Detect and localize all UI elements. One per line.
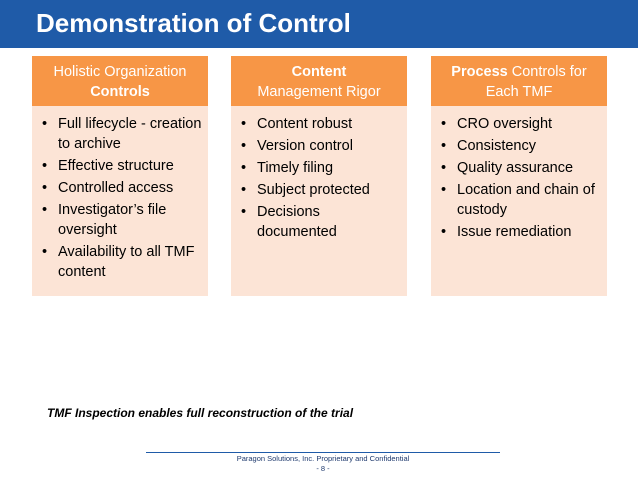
header-line1: Holistic Organization: [53, 64, 187, 80]
header-line1: Controls for: [507, 64, 587, 80]
list-item-text: Version control: [257, 138, 353, 154]
list-item: [441, 158, 601, 178]
bullet-icon: •: [241, 116, 247, 132]
column-header: [431, 56, 607, 106]
bullet-icon: •: [441, 224, 447, 240]
list-item: [241, 114, 401, 134]
list-item: [42, 114, 202, 154]
column-body: [431, 106, 607, 296]
bullet-list: [441, 114, 601, 242]
footer-confidentiality: Paragon Solutions, Inc. Proprietary and Confidential: [236, 454, 410, 463]
footer-divider: [146, 452, 500, 453]
column-process-controls: [431, 56, 607, 296]
list-item: [241, 158, 401, 178]
bullet-icon: •: [241, 160, 247, 176]
inspection-note: TMF Inspection enables full reconstruction of the trial: [47, 406, 354, 420]
bullet-list: [241, 114, 401, 242]
bullet-icon: •: [42, 116, 48, 132]
bullet-icon: •: [441, 116, 447, 132]
bullet-icon: •: [441, 182, 447, 198]
page-number: - 8 -: [316, 464, 330, 473]
list-item-text: Investigator’s file oversight: [58, 202, 167, 238]
list-item-text: Timely filing: [257, 160, 334, 176]
bullet-icon: •: [42, 158, 48, 174]
list-item-text: Quality assurance: [457, 160, 574, 176]
list-item: [42, 178, 202, 198]
list-item: [42, 200, 202, 240]
list-item-text: Full lifecycle - creation to archive: [58, 116, 202, 152]
list-item: [441, 222, 601, 242]
bullet-icon: •: [42, 180, 48, 196]
header-line1-bold: Content: [291, 64, 347, 80]
list-item: [42, 242, 202, 282]
bullet-icon: •: [241, 182, 247, 198]
column-holistic-organization: [32, 56, 208, 296]
list-item: [42, 156, 202, 176]
bullet-icon: •: [42, 244, 48, 260]
list-item: [441, 114, 601, 134]
list-item-text: Consistency: [457, 138, 536, 154]
list-item-text: CRO oversight: [457, 116, 553, 132]
slide-title: Demonstration of Control: [36, 8, 351, 38]
list-item-text: Content robust: [257, 116, 353, 132]
bullet-icon: •: [241, 138, 247, 154]
list-item: [441, 180, 601, 220]
header-line2: Management Rigor: [257, 84, 381, 100]
list-item: [241, 202, 401, 242]
title-bar: [0, 0, 638, 48]
list-item-text: Issue remediation: [457, 224, 572, 240]
list-item-text: Location and chain of custody: [457, 182, 595, 218]
bullet-list: [42, 114, 202, 282]
column-body: [32, 106, 208, 296]
list-item-text: Subject protected: [257, 182, 370, 198]
list-item: [241, 136, 401, 156]
bullet-icon: •: [241, 204, 247, 220]
list-item-text: Effective structure: [58, 158, 174, 174]
bullet-icon: •: [42, 202, 48, 218]
list-item-text: Controlled access: [58, 180, 174, 196]
column-header: [32, 56, 208, 106]
list-item: [241, 180, 401, 200]
column-content-management: [231, 56, 407, 296]
header-line2: Each TMF: [485, 84, 553, 100]
header-line1-bold: Process: [451, 64, 508, 80]
list-item-text: Availability to all TMF content: [58, 244, 195, 280]
column-body: [231, 106, 407, 296]
column-header: [231, 56, 407, 106]
list-item: [441, 136, 601, 156]
bullet-icon: •: [441, 138, 447, 154]
list-item-text: Decisions documented: [257, 204, 337, 240]
header-line2-bold: Controls: [90, 84, 150, 100]
bullet-icon: •: [441, 160, 447, 176]
